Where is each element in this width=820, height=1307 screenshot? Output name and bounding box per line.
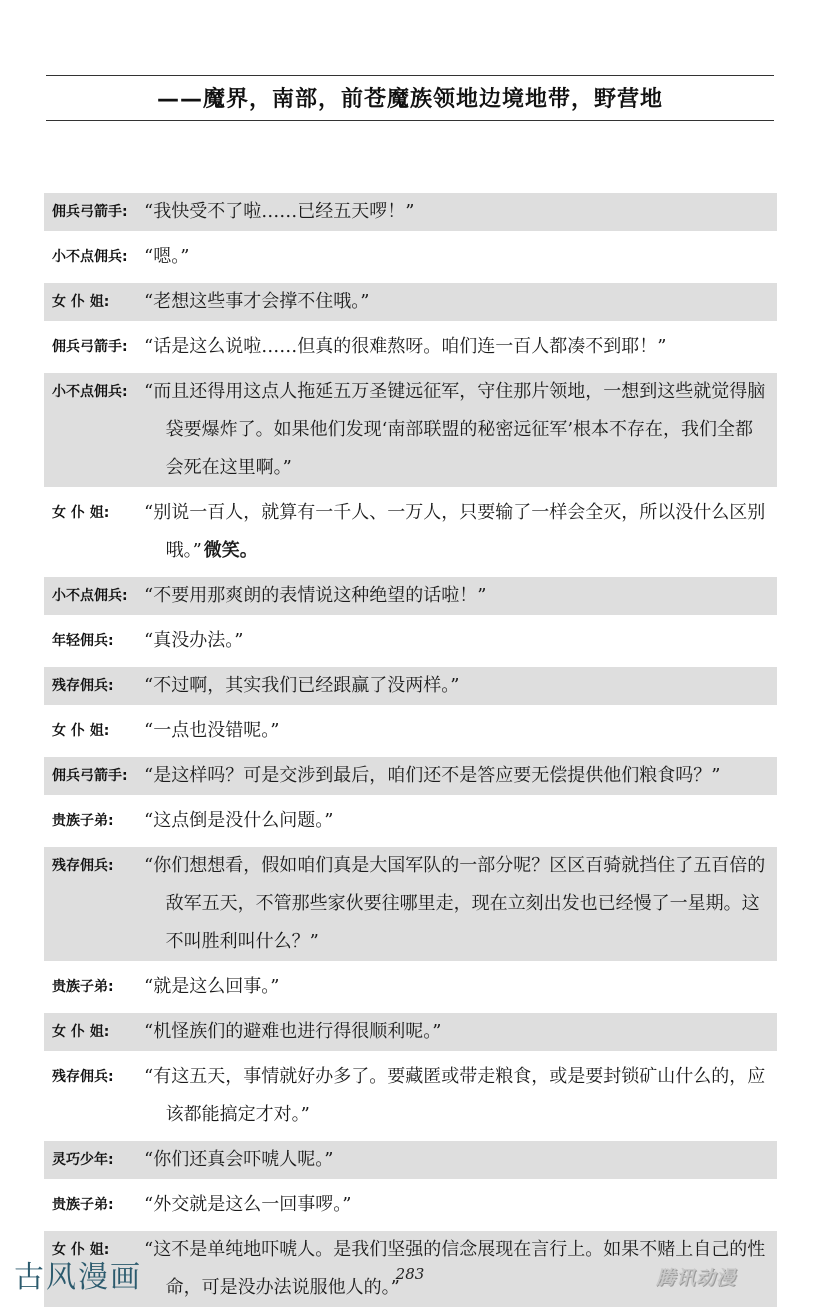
speaker-label: 年轻佣兵:: [52, 633, 114, 649]
dialogue-row: [44, 1186, 777, 1224]
speaker-label: 残存佣兵:: [52, 858, 114, 874]
dialogue-line: “而且还得用这点人拖延五万圣键远征军，守住那片领地，一想到这些就觉得脑袋要爆炸了。如果他们发现‘南部联盟的秘密远征军’根本不存在，我们全都会死在这里啊。”: [144, 381, 766, 478]
watermark-tencent-logo: 腾讯动漫: [656, 1267, 737, 1289]
dialogue-line: “你们想想看，假如咱们真是大国军队的一部分呢？区区百骑就挡住了五百倍的敌军五天，不管那些家伙要往哪里走，现在立刻出发也已经慢了一星期。这不叫胜利叫什么？”: [144, 855, 766, 952]
dialogue-row: [44, 1141, 777, 1179]
dialogue-row: [44, 667, 777, 705]
dialogue-row: [44, 968, 777, 1006]
dialogue-line: “机怪族们的避难也进行得很顺利呢。”: [144, 1021, 442, 1042]
speaker-label: 女 仆 姐:: [52, 1242, 110, 1258]
dialogue-line: “真没办法。”: [144, 630, 244, 651]
dialogue-row: [44, 712, 777, 750]
speaker-label: 贵族子弟:: [52, 1197, 114, 1213]
dialogue-row: [44, 622, 777, 660]
dialogue-line: “我快受不了啦……已经五天啰！”: [144, 201, 415, 222]
speaker-label: 贵族子弟:: [52, 979, 114, 995]
dialogue-row: [44, 757, 777, 795]
dialogue-row: [44, 802, 777, 840]
speaker-label: 佣兵弓箭手:: [52, 339, 128, 355]
dialogue-line: “这不是单纯地吓唬人。是我们坚强的信念展现在言行上。如果不赌上自己的性命，可是没办法说服他人的。”: [144, 1239, 766, 1298]
dialogue-row: [44, 1013, 777, 1051]
speaker-label: 女 仆 姐:: [52, 294, 110, 310]
speaker-label: 灵巧少年:: [52, 1152, 114, 1168]
dialogue-line: “这点倒是没什么问题。”: [144, 810, 334, 831]
speaker-label: 小不点佣兵:: [52, 249, 128, 265]
dialogue-line: “不过啊，其实我们已经跟赢了没两样。”: [144, 675, 460, 696]
dialogue-row: [44, 494, 777, 570]
speaker-label: 小不点佣兵:: [52, 588, 128, 604]
dialogue-row: [44, 847, 777, 961]
dialogue-row: [44, 373, 777, 487]
dialogue-row: [44, 577, 777, 615]
dialogue-line: “就是这么回事。”: [144, 976, 280, 997]
speaker-label: 小不点佣兵:: [52, 384, 128, 400]
speaker-label: 女 仆 姐:: [52, 723, 110, 739]
page-number: 283: [395, 1265, 425, 1283]
speaker-label: 佣兵弓箭手:: [52, 768, 128, 784]
dialogue-line: “嗯。”: [144, 246, 190, 267]
speaker-label: 女 仆 姐:: [52, 1024, 110, 1040]
dialogue-line: “是这样吗？可是交涉到最后，咱们还不是答应要无偿提供他们粮食吗？”: [144, 765, 721, 786]
speaker-label: 女 仆 姐:: [52, 505, 110, 521]
speaker-label: 贵族子弟:: [52, 813, 114, 829]
dialogue-line: “你们还真会吓唬人呢。”: [144, 1149, 334, 1170]
dialogue-row: [44, 238, 777, 276]
dialogue-line: “老想这些事才会撑不住哦。”: [144, 291, 370, 312]
watermark-gufeng-logo: 古风漫画: [14, 1260, 142, 1295]
page-title: ——魔界，南部，前苍魔族领地边境地带，野营地: [156, 87, 663, 112]
dialogue-row: [44, 193, 777, 231]
dialogue-line: “不要用那爽朗的表情说这种绝望的话啦！”: [144, 585, 487, 606]
dialogue-row: [44, 283, 777, 321]
title-top-rule: [46, 75, 774, 76]
stage-direction: 微笑。: [203, 540, 258, 561]
speaker-label: 残存佣兵:: [52, 678, 114, 694]
dialogue-line: “一点也没错呢。”: [144, 720, 280, 741]
dialogue-row: [44, 328, 777, 366]
dialogue-row: [44, 1058, 777, 1134]
speaker-label: 残存佣兵:: [52, 1069, 114, 1085]
dialogue-line: “话是这么说啦……但真的很难熬呀。咱们连一百人都凑不到耶！”: [144, 336, 667, 357]
dialogue-line: “别说一百人，就算有一千人、一万人，只要输了一样会全灭，所以没什么区别哦。” 微笑。: [144, 502, 766, 561]
dialogue-line: “外交就是这么一回事啰。”: [144, 1194, 352, 1215]
dialogue-list: [44, 193, 777, 1307]
dialogue-line: “有这五天，事情就好办多了。要藏匿或带走粮食，或是要封锁矿山什么的，应该都能搞定才对。”: [144, 1066, 766, 1125]
speaker-label: 佣兵弓箭手:: [52, 204, 128, 220]
title-bottom-rule: [46, 120, 774, 121]
